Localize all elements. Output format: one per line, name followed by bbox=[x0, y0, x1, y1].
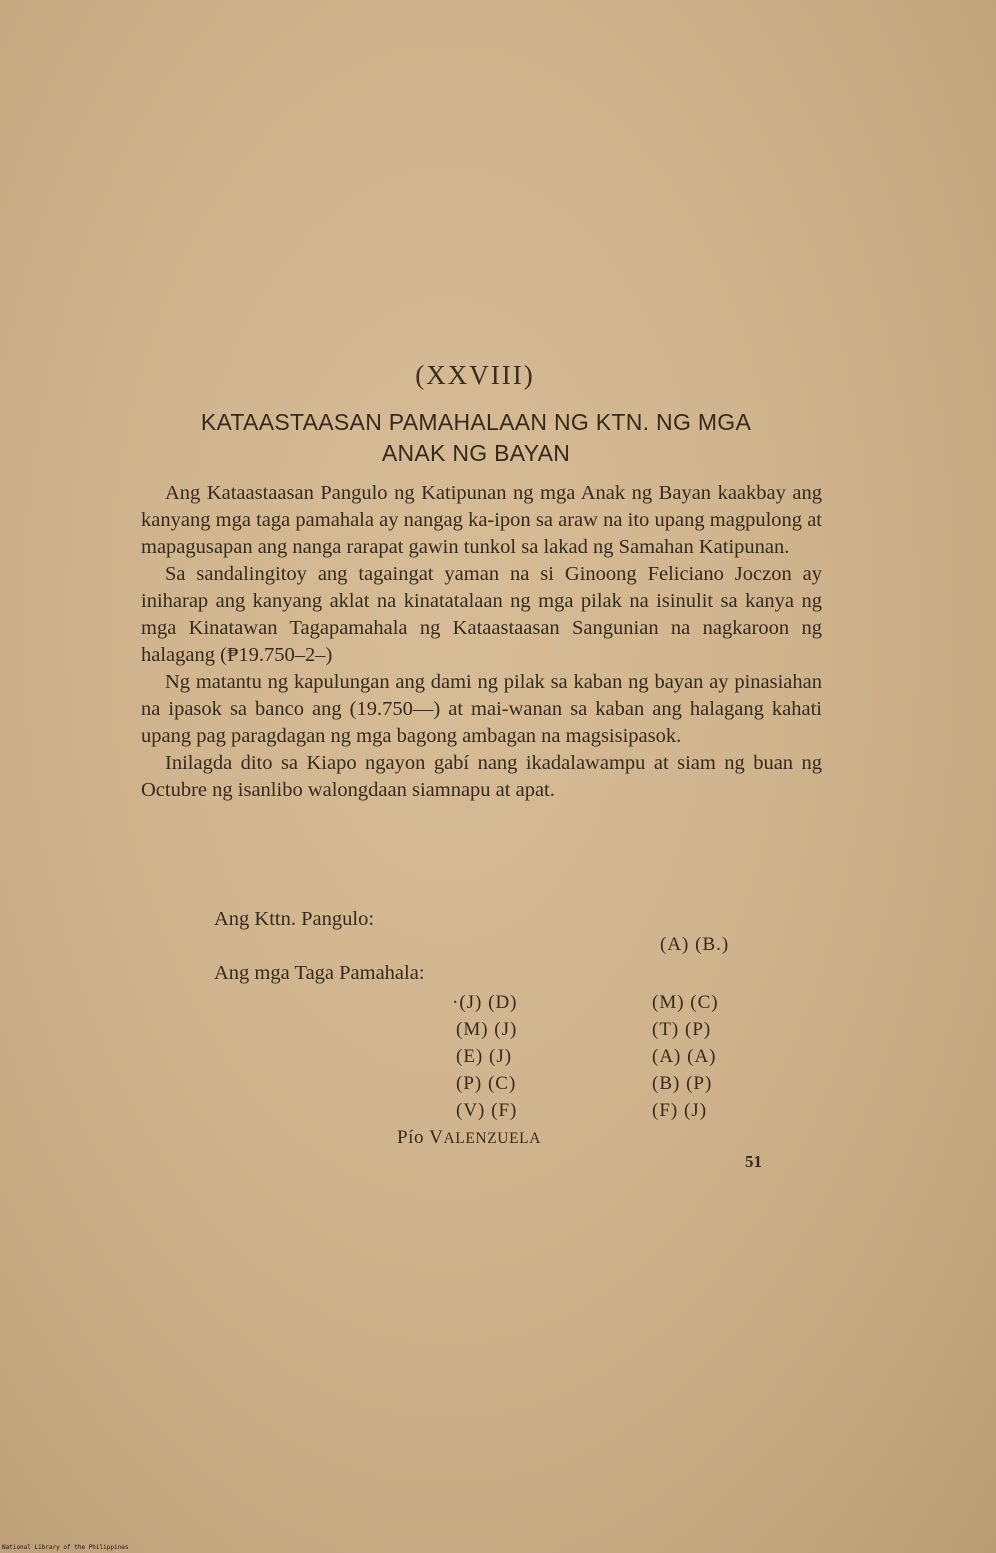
page-title bbox=[120, 407, 832, 469]
page-number: 51 bbox=[745, 1152, 762, 1171]
paragraph-2: Sa sandalingitoy ang tagaingat yaman na si Ginoong Feliciano Joczon ay iniharap ang kanyang aklat na kinatatalaan ng mga pilak na isinulit sa kanya ng mga Kinatawan Tagapamahala ng Kataastaasan Sangunian na nagkaroon ng halagang (₱19.750–2–) bbox=[141, 563, 822, 666]
officer-initials-right: (T) (P) bbox=[652, 1019, 712, 1040]
officer-initials-right: (A) (A) bbox=[652, 1046, 717, 1067]
officer-initials-left: (M) (J) bbox=[456, 1019, 518, 1040]
paragraph-3: Ng matantu ng kapulungan ang dami ng pilak sa kaban ng bayan ay pinasiahan na ipasok sa banco ang (19.750—) at mai-wanan sa kaban ang halagang kahati upang pag paragdagan ng mga bagong ambagan na magsisipasok. bbox=[141, 671, 822, 747]
officer-initials-right: (F) (J) bbox=[652, 1100, 708, 1121]
library-footer: National Library of the Philippines bbox=[2, 1544, 129, 1551]
president-initials: (A) (B.) bbox=[660, 934, 730, 955]
title-line-1: KATAASTAASAN PAMAHALAAN NG KTN. NG MGA bbox=[200, 409, 752, 435]
paragraph-4: Inilagda dito sa Kiapo ngayon gabí nang ikadalawampu at siam ng buan ng Octubre ng isanlibo walongdaan siamnapu at apat. bbox=[141, 752, 822, 801]
chapter-number: (XXVIII) bbox=[415, 360, 535, 390]
author-surname-rest: ALENZUELA bbox=[443, 1130, 542, 1147]
officer-initials-left: (P) (C) bbox=[456, 1073, 517, 1094]
title-line-2: ANAK NG BAYAN bbox=[381, 440, 571, 466]
president-label: Ang Kttn. Pangulo: bbox=[214, 908, 375, 930]
officers-label: Ang mga Taga Pamahala: bbox=[214, 962, 425, 984]
author-surname-initial: V bbox=[429, 1127, 444, 1148]
officer-initials-right: (M) (C) bbox=[652, 992, 719, 1013]
officer-initials-right: (B) (P) bbox=[652, 1073, 713, 1094]
author-first-name: Pío bbox=[397, 1127, 425, 1148]
paragraph-1: Ang Kataastaasan Pangulo ng Katipunan ng mga Anak ng Bayan kaakbay ang kanyang mga taga pamahala ay nangag ka-ipon sa araw na ito upang magpulong at mapagusapan ang nanga rarapat gawin tunkol sa lakad ng Samahan Katipunan. bbox=[141, 482, 822, 558]
officer-initials-left: ·(J) (D) bbox=[452, 992, 518, 1013]
officer-initials-left: (E) (J) bbox=[456, 1046, 513, 1067]
body-text bbox=[141, 480, 822, 804]
officer-initials-left: (V) (F) bbox=[456, 1100, 518, 1121]
author-name bbox=[397, 1127, 541, 1149]
